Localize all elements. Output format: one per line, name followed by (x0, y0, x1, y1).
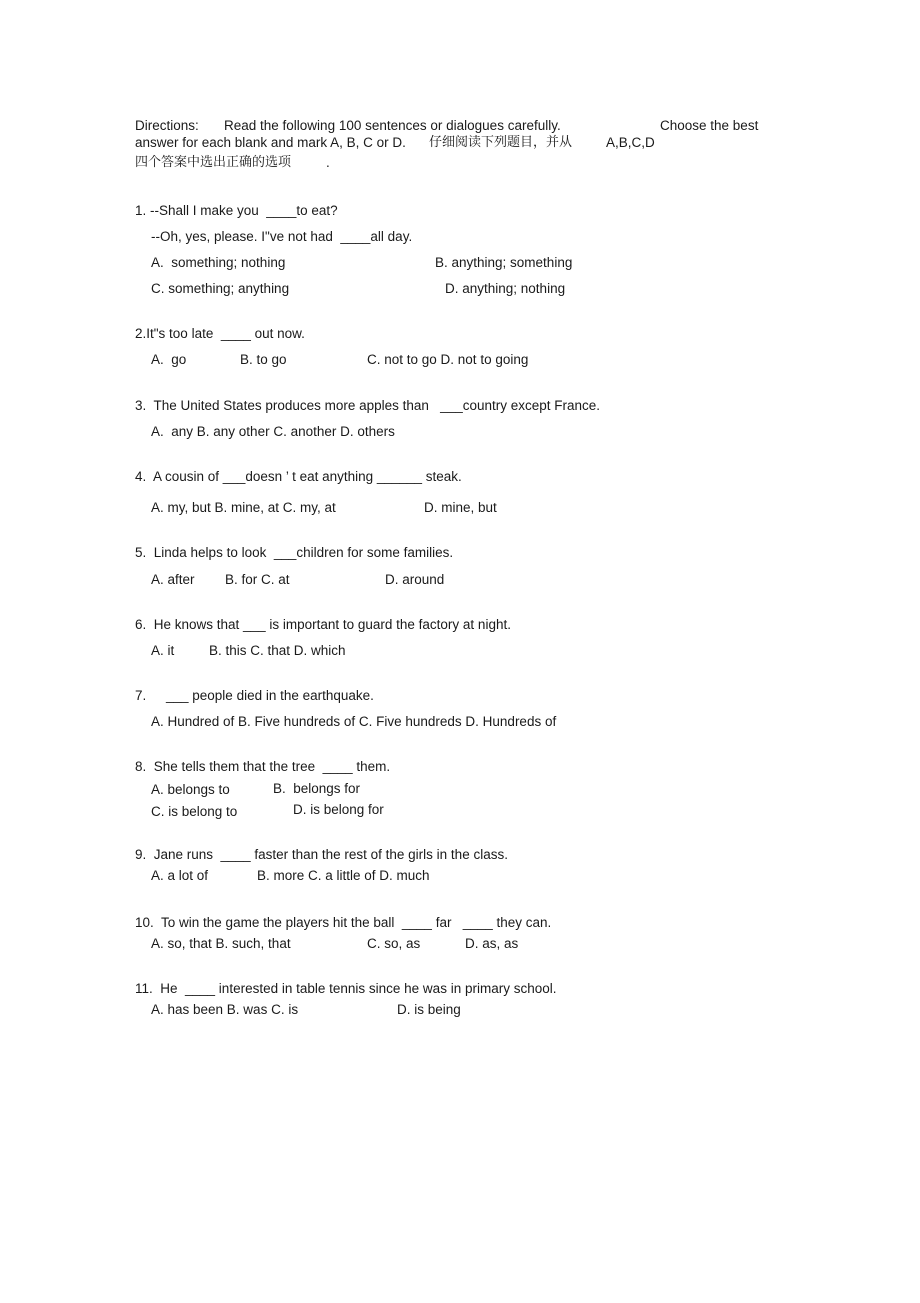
question-1-option-d: D. anything; nothing (445, 281, 566, 296)
question-5-option-d: D. around (385, 572, 445, 587)
question-10-options-ab: A. so, that B. such, that (151, 936, 291, 951)
question-6-options-bcd: B. this C. that D. which (209, 643, 346, 658)
question-11-stem: 11. He ____ interested in table tennis since he was in primary school. (135, 981, 557, 996)
question-5-stem: 5. Linda helps to look ___children for some families. (135, 545, 454, 560)
question-5-options-bc: B. for C. at (225, 572, 290, 587)
question-4-stem: 4. A cousin of ___doesn ’ t eat anything ______ steak. (135, 469, 462, 484)
question-7-stem: ___ people died in the earthquake. (166, 688, 374, 703)
question-2-option-cd: C. not to go D. not to going (367, 352, 529, 367)
question-9-options-bcd: B. more C. a little of D. much (257, 868, 430, 883)
question-1-option-c: C. something; anything (151, 281, 290, 296)
directions-label: Directions: (135, 118, 199, 133)
question-2-option-a: A. go (151, 352, 187, 367)
question-9-option-a: A. a lot of (151, 868, 209, 883)
question-6-stem: 6. He knows that ___ is important to guard the factory at night. (135, 617, 511, 632)
directions-line3-dot: . (326, 155, 330, 170)
directions-line2-cn: 仔细阅读下列题目，并从 (429, 135, 573, 150)
question-8-stem: 8. She tells them that the tree ____ them. (135, 759, 391, 774)
directions-line2-abcd: A,B,C,D (606, 135, 655, 150)
question-9-stem: 9. Jane runs ____ faster than the rest of the girls in the class. (135, 847, 508, 862)
question-7-number: 7. (135, 688, 147, 703)
question-4-options-abc: A. my, but B. mine, at C. my, at (151, 500, 336, 515)
question-1-option-a: A. something; nothing (151, 255, 286, 270)
question-11-option-d: D. is being (397, 1002, 461, 1017)
question-4-option-d: D. mine, but (424, 500, 497, 515)
question-8-option-a: A. belongs to (151, 782, 230, 797)
question-5-option-a: A. after (151, 572, 195, 587)
question-10-option-c: C. so, as (367, 936, 421, 951)
directions-line2: answer for each blank and mark A, B, C or D. (135, 135, 406, 150)
question-8-option-b: B. belongs for (273, 781, 361, 796)
question-10-option-d: D. as, as (465, 936, 519, 951)
question-2-option-b: B. to go (240, 352, 287, 367)
question-1-stem2: --Oh, yes, please. I"ve not had ____all day. (151, 229, 413, 244)
question-11-options-abc: A. has been B. was C. is (151, 1002, 299, 1017)
question-7-options: A. Hundred of B. Five hundreds of C. Five hundreds D. Hundreds of (151, 714, 557, 729)
question-1-option-b: B. anything; something (435, 255, 573, 270)
question-2-stem: 2.It"s too late ____ out now. (135, 326, 305, 341)
question-8-option-c: C. is belong to (151, 804, 238, 819)
directions-text: Read the following 100 sentences or dialogues carefully. (224, 118, 561, 133)
question-10-stem: 10. To win the game the players hit the ball ____ far ____ they can. (135, 915, 552, 930)
question-1-stem: 1. --Shall I make you ____to eat? (135, 203, 338, 218)
question-8-option-d: D. is belong for (293, 802, 384, 817)
question-6-option-a: A. it (151, 643, 175, 658)
directions-line3-cn: 四个答案中选出正确的选项 (135, 155, 292, 170)
question-3-stem: 3. The United States produces more apples than ___country except France. (135, 398, 601, 413)
directions-choose: Choose the best (660, 118, 759, 133)
question-3-options: A. any B. any other C. another D. others (151, 424, 395, 439)
